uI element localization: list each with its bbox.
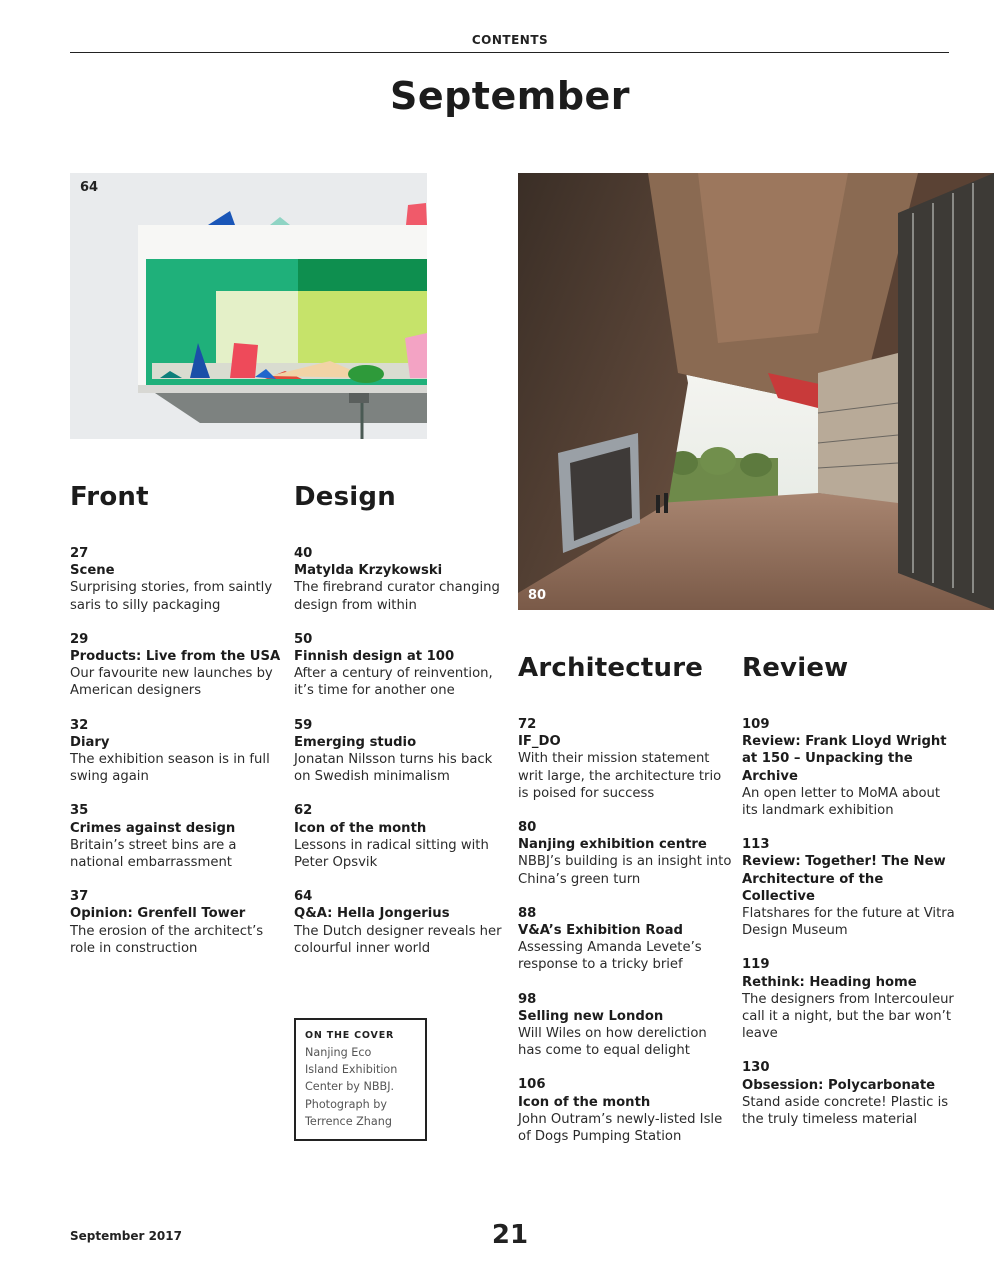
photo-page-number: 80 (528, 588, 547, 603)
entry-description: Britain’s street bins are a national embarrassment (70, 837, 237, 871)
cover-note-line: Nanjing Eco (305, 1046, 372, 1059)
entry-title: Scene (70, 563, 115, 579)
entry-page-number: 106 (518, 1077, 546, 1093)
section-label: CONTENTS (471, 33, 549, 47)
entry-page-number: 98 (518, 991, 537, 1007)
design-photo (70, 173, 427, 439)
entry-description: Jonatan Nilsson turns his back on Swedish minimalism (294, 752, 493, 785)
entry-page-number: 130 (742, 1060, 770, 1076)
entry-title: Products: Live from the USA (70, 649, 281, 665)
entry-page-number: 40 (294, 546, 313, 561)
entry-page-number: 64 (294, 889, 313, 905)
entry-title: Matylda Krzykowski (294, 563, 443, 579)
toc-entry[interactable] (70, 717, 284, 786)
cover-note-box (294, 1018, 427, 1141)
toc-entry[interactable] (294, 631, 508, 700)
entry-description: The firebrand curator changing design from within (294, 580, 500, 613)
entry-title: Diary (70, 734, 110, 750)
footer-date: September 2017 (70, 1229, 182, 1243)
page-title: September (389, 74, 631, 118)
entry-page-number: 109 (742, 717, 770, 732)
toc-entry[interactable] (518, 905, 734, 974)
entry-page-number: 88 (518, 905, 537, 921)
entry-page-number: 113 (742, 837, 770, 853)
entry-description: The designers from Intercouleur call it a night, but the bar won’t leave (742, 991, 954, 1042)
toc-entry[interactable] (294, 717, 508, 786)
entry-page-number: 29 (70, 631, 89, 647)
entry-page-number: 62 (294, 803, 313, 819)
entry-description: The exhibition season is in full swing again (70, 752, 270, 785)
entry-title: V&A’s Exhibition Road (518, 923, 683, 939)
entry-page-number: 80 (518, 820, 537, 836)
entry-page-number: 37 (70, 889, 89, 905)
cover-note-label: ON THE COVER (305, 1030, 395, 1041)
entry-page-number: 35 (70, 803, 89, 819)
entry-description: Assessing Amanda Levete’s response to a tricky brief (518, 940, 702, 973)
toc-entry[interactable] (742, 1059, 958, 1128)
entry-description: After a century of reinvention, it’s time for another one (294, 666, 493, 699)
toc-entry[interactable] (70, 802, 284, 871)
entry-description: Surprising stories, from saintly saris to silly packaging (70, 580, 273, 613)
front-column (70, 545, 284, 974)
architecture-column (518, 716, 734, 1162)
entry-page-number: 27 (70, 546, 89, 561)
entry-title: Review: Frank Lloyd Wright at 150 – Unpacking the Archive (742, 734, 947, 784)
toc-entry[interactable] (294, 888, 508, 957)
entry-page-number: 72 (518, 717, 537, 732)
entry-page-number: 119 (742, 957, 770, 973)
entry-description: The Dutch designer reveals her colourful inner world (294, 923, 502, 956)
entry-page-number: 59 (294, 717, 313, 733)
page-number: 21 (491, 1220, 529, 1250)
review-column (742, 716, 958, 1145)
toc-entry[interactable] (70, 545, 284, 614)
entry-description: An open letter to MoMA about its landmark exhibition (742, 785, 941, 819)
toc-entry[interactable] (742, 956, 958, 1042)
toc-entry[interactable] (294, 802, 508, 871)
toc-entry[interactable] (518, 1076, 734, 1145)
entry-description: Stand aside concrete! Plastic is the truly timeless material (742, 1094, 949, 1128)
architecture-photo (518, 173, 994, 610)
entry-description: The erosion of the architect’s role in construction (70, 923, 264, 956)
cover-note-line: Photograph by (305, 1097, 387, 1111)
section-heading-design: Design (294, 482, 396, 512)
section-heading-front: Front (70, 482, 149, 512)
entry-title: IF_DO (518, 734, 561, 750)
photo-page-number: 64 (80, 180, 99, 195)
entry-page-number: 50 (294, 631, 313, 647)
entry-title: Finnish design at 100 (294, 649, 455, 665)
header-divider (70, 52, 949, 53)
entry-title: Obsession: Polycarbonate (742, 1077, 936, 1093)
design-column (294, 545, 508, 974)
toc-entry[interactable] (70, 631, 284, 700)
entry-title: Emerging studio (294, 734, 417, 750)
entry-title: Rethink: Heading home (742, 974, 917, 990)
entry-title: Crimes against design (70, 820, 236, 836)
entry-title: Opinion: Grenfell Tower (70, 906, 246, 922)
entry-description: Flatshares for the future at Vitra Design Museum (742, 906, 955, 939)
entry-description: With their mission statement writ large, the architecture trio is poised for success (518, 751, 722, 801)
entry-description: Lessons in radical sitting with Peter Opsvik (294, 837, 489, 871)
entry-title: Nanjing exhibition centre (518, 837, 707, 853)
section-heading-architecture: Architecture (518, 653, 704, 683)
toc-entry[interactable] (518, 716, 734, 802)
entry-title: Icon of the month (294, 820, 427, 836)
cover-note-line: Center by NBBJ. (305, 1080, 395, 1094)
entry-description: Our favourite new launches by American designers (70, 666, 273, 699)
entry-description: NBBJ’s building is an insight into China’s green turn (518, 854, 732, 887)
cover-note-line: Terrence Zhang (305, 1114, 392, 1128)
entry-description: John Outram’s newly-listed Isle of Dogs Pumping Station (518, 1111, 723, 1145)
toc-entry[interactable] (518, 991, 734, 1060)
entry-page-number: 32 (70, 717, 89, 733)
toc-entry[interactable] (518, 819, 734, 888)
entry-title: Review: Together! The New Architecture of the Collective (742, 854, 946, 904)
toc-entry[interactable] (70, 888, 284, 957)
entry-title: Icon of the month (518, 1094, 651, 1110)
entry-description: Will Wiles on how dereliction has come to equal delight (518, 1026, 707, 1059)
toc-entry[interactable] (294, 545, 508, 614)
cover-note-line: Island Exhibition (305, 1063, 398, 1077)
toc-entry[interactable] (742, 716, 958, 819)
entry-title: Selling new London (518, 1008, 664, 1024)
section-heading-review: Review (742, 653, 849, 683)
entry-title: Q&A: Hella Jongerius (294, 906, 450, 922)
toc-entry[interactable] (742, 836, 958, 939)
